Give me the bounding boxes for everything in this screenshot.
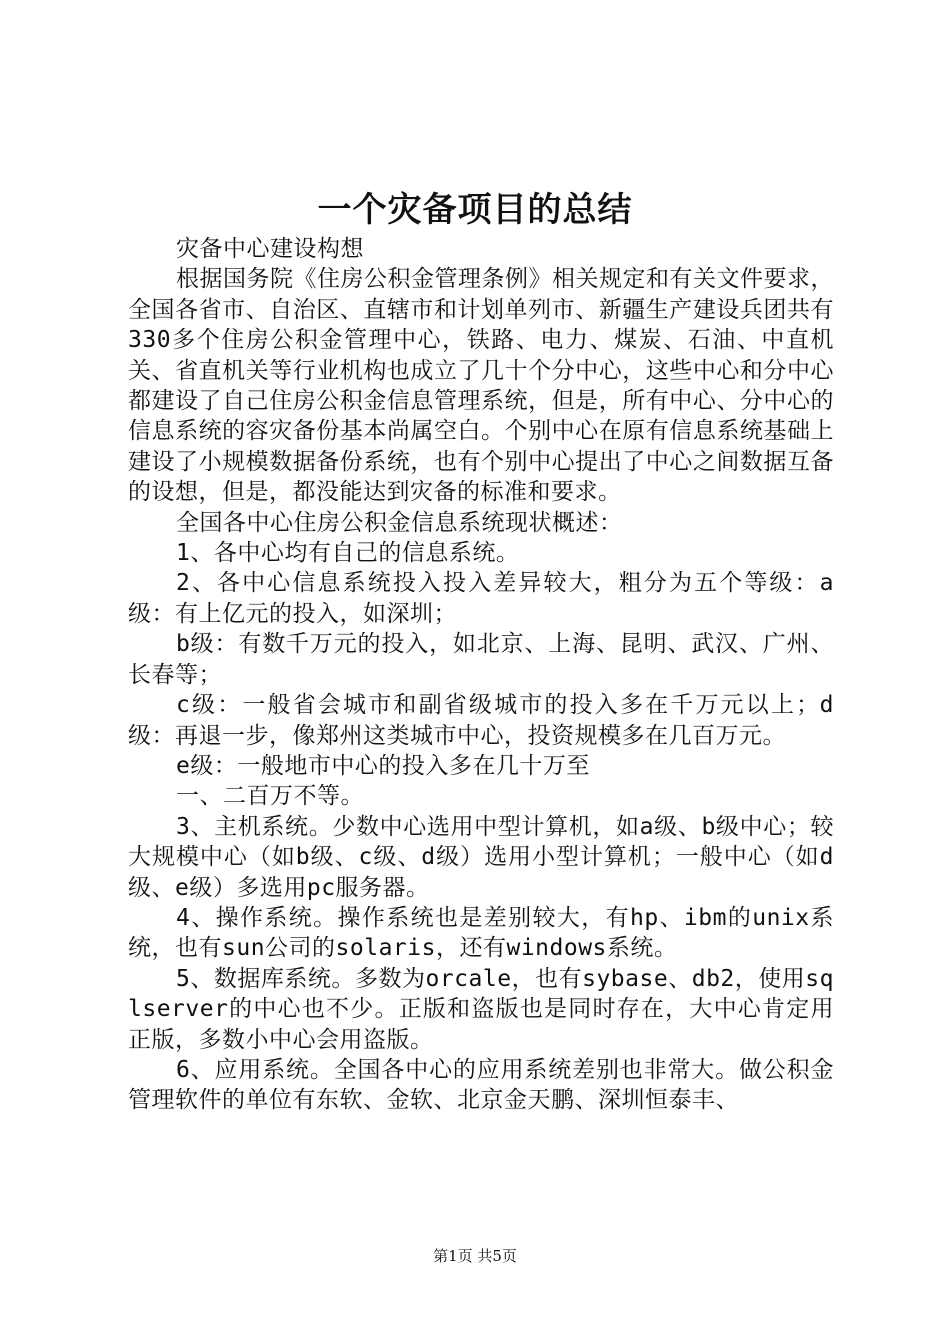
body-paragraph: b级：有数千万元的投入，如北京、上海、昆明、武汉、广州、长春等； — [128, 631, 834, 688]
body-paragraph: 3、主机系统。少数中心选用中型计算机，如a级、b级中心；较大规模中心（如b级、c级、d级）选用小型计算机；一般中心（如d级、e级）多选用pc服务器。 — [128, 813, 834, 901]
body-paragraph: c级：一般省会城市和副省级城市的投入多在千万元以上；d级：再退一步，像郑州这类城市中心，投资规模多在几百万元。 — [128, 692, 834, 749]
body-paragraph: 根据国务院《住房公积金管理条例》相关规定和有关文件要求，全国各省市、自治区、直辖市和计划单列市、新疆生产建设兵团共有330多个住房公积金管理中心，铁路、电力、煤炭、石油、中直机关、省直机关等行业机构也成立了几十个分中心，这些中心和分中心都建设了自己住房公积金信息管理系统，但是，所有中心、分中心的信息系统的容灾备份基本尚属空白。个别中心在原有信息系统基础上建设了小规模数据备份系统，也有个别中心提出了中心之间数据互备的设想，但是，都没能达到灾备的标准和要求。 — [128, 266, 834, 506]
body-paragraph: 6、应用系统。全国各中心的应用系统差别也非常大。做公积金管理软件的单位有东软、金软、北京金天鹏、深圳恒泰丰、 — [128, 1056, 834, 1114]
page-footer: 第1页 共5页 — [433, 1247, 517, 1265]
body-paragraph: 一、二百万不等。 — [176, 783, 364, 810]
body-paragraph: 1、各中心均有自己的信息系统。 — [176, 540, 520, 567]
body-paragraph: 4、操作系统。操作系统也是差别较大，有hp、ibm的unix系统，也有sun公司的solaris，还有windows系统。 — [128, 904, 834, 962]
document-body — [128, 234, 834, 1116]
document-title: 一个灾备项目的总结 — [317, 190, 633, 230]
body-paragraph: 5、数据库系统。多数为orcale，也有sybase、db2，使用sqlserver的中心也不少。正版和盗版也是同时存在，大中心肯定用正版，多数小中心会用盗版。 — [128, 965, 834, 1053]
body-paragraph: 灾备中心建设构想 — [176, 236, 364, 262]
body-paragraph: 全国各中心住房公积金信息系统现状概述： — [176, 509, 623, 536]
body-paragraph: 2、各中心信息系统投入投入差异较大，粗分为五个等级：a级：有上亿元的投入，如深圳； — [128, 570, 834, 627]
body-paragraph: e级：一般地市中心的投入多在几十万至 — [176, 752, 590, 779]
